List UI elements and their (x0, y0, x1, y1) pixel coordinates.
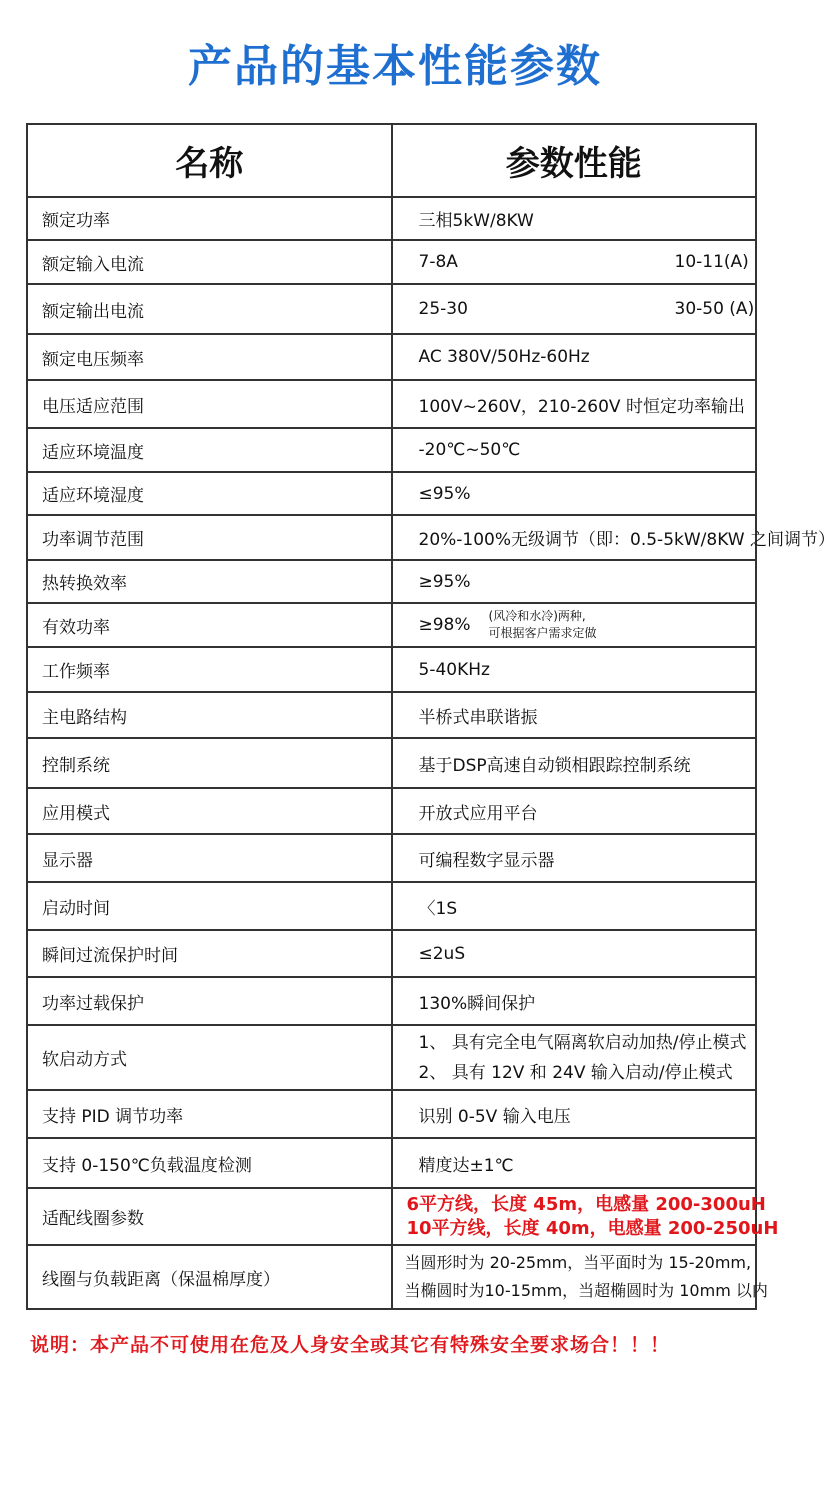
value-main: ≥98% (418, 615, 471, 635)
table-row (27, 788, 756, 834)
row-label: 额定输入电流 (27, 240, 392, 284)
row-value: 识别 0-5V 输入电压 (392, 1090, 757, 1138)
row-value: 130%瞬间保护 (392, 977, 757, 1025)
row-value: 〈1S (392, 882, 757, 930)
row-value: 20%-100%无级调节（即：0.5-5kW/8KW 之间调节） (392, 515, 757, 560)
table-row (27, 738, 756, 788)
row-label: 显示器 (27, 834, 392, 882)
header-value: 参数性能 (392, 124, 757, 197)
row-label: 额定电压频率 (27, 334, 392, 380)
table-row (27, 334, 756, 380)
row-value (392, 240, 757, 284)
table-row (27, 882, 756, 930)
table-row (27, 380, 756, 428)
spec-table (26, 123, 835, 1310)
value-a: 7-8A (418, 252, 458, 272)
table-row (27, 834, 756, 882)
row-label: 适配线圈参数 (27, 1188, 392, 1245)
row-value (392, 1025, 757, 1090)
row-value: 半桥式串联谐振 (392, 692, 757, 738)
row-value: AC 380V/50Hz-60Hz (392, 334, 757, 380)
row-label: 工作频率 (27, 647, 392, 692)
row-label: 线圈与负载距离（保温棉厚度） (27, 1245, 392, 1309)
row-value: ≥95% (392, 560, 757, 603)
table-row (27, 930, 756, 977)
row-value (392, 1188, 779, 1245)
value-b: 10-11(A) (674, 252, 749, 272)
value-a: 25-30 (418, 299, 468, 319)
value-line-1: 6平方线，长度 45m，电感量 200-300uH (406, 1193, 766, 1215)
row-label: 适应环境湿度 (27, 472, 392, 515)
value-b: 30-50 (A) (674, 299, 755, 319)
warning-note: 说明：本产品不可使用在危及人身安全或其它有特殊安全要求场合！！！ (30, 1334, 671, 1356)
row-value: 三相5kW/8KW (392, 197, 757, 240)
header-name: 名称 (27, 124, 392, 197)
row-value: -20℃~50℃ (392, 428, 757, 472)
row-label: 支持 PID 调节功率 (27, 1090, 392, 1138)
table-row (27, 603, 756, 647)
row-value: ≤2uS (392, 930, 757, 977)
row-label: 瞬间过流保护时间 (27, 930, 392, 977)
value-line-2: 2、 具有 12V 和 24V 输入启动/停止模式 (418, 1062, 733, 1083)
row-label: 支持 0-150℃负载温度检测 (27, 1138, 392, 1188)
table-row (27, 1025, 756, 1090)
table-row (27, 977, 756, 1025)
note-line-2: 可根据客户需求定做 (488, 626, 597, 640)
table-row (27, 428, 756, 472)
table-row (27, 692, 756, 738)
row-value (392, 284, 757, 334)
table-row (27, 240, 756, 284)
value-line-2: 10平方线，长度 40m，电感量 200-250uH (406, 1217, 779, 1239)
row-value: 基于DSP高速自动锁相跟踪控制系统 (392, 738, 757, 788)
row-label: 控制系统 (27, 738, 392, 788)
page-title: 产品的基本性能参数 (188, 41, 602, 92)
row-label: 额定功率 (27, 197, 392, 240)
row-value: ≤95% (392, 472, 757, 515)
table-row (27, 472, 756, 515)
table-row (27, 560, 756, 603)
row-value (392, 603, 757, 647)
row-label: 适应环境温度 (27, 428, 392, 472)
row-label: 电压适应范围 (27, 380, 392, 428)
note-line-1: (风冷和水冷)两种, (488, 609, 586, 623)
row-label: 功率过载保护 (27, 977, 392, 1025)
row-value: 100V~260V，210-260V 时恒定功率输出 (392, 380, 757, 428)
row-label: 软启动方式 (27, 1025, 392, 1090)
table-row (27, 1245, 756, 1309)
row-label: 主电路结构 (27, 692, 392, 738)
value-line-1: 1、 具有完全电气隔离软启动加热/停止模式 (418, 1032, 747, 1053)
row-label: 应用模式 (27, 788, 392, 834)
row-value: 开放式应用平台 (392, 788, 757, 834)
table-header (27, 124, 756, 197)
value-note (489, 608, 597, 642)
row-value: 精度达±1℃ (392, 1138, 757, 1188)
row-label: 功率调节范围 (27, 515, 392, 560)
table-row (27, 1188, 756, 1245)
row-value: 可编程数字显示器 (392, 834, 757, 882)
table-row (27, 515, 756, 560)
row-label: 额定输出电流 (27, 284, 392, 334)
value-line-2: 当椭圆时为10-15mm，当超椭圆时为 10mm 以内 (404, 1281, 768, 1300)
table-row (27, 647, 756, 692)
row-value: 5-40KHz (392, 647, 757, 692)
table-row (27, 284, 756, 334)
table-row (27, 197, 756, 240)
row-value (392, 1245, 768, 1309)
row-label: 启动时间 (27, 882, 392, 930)
row-label: 有效功率 (27, 603, 392, 647)
row-label: 热转换效率 (27, 560, 392, 603)
table-row (27, 1138, 756, 1188)
value-line-1: 当圆形时为 20-25mm，当平面时为 15-20mm, (404, 1253, 752, 1272)
table-row (27, 1090, 756, 1138)
